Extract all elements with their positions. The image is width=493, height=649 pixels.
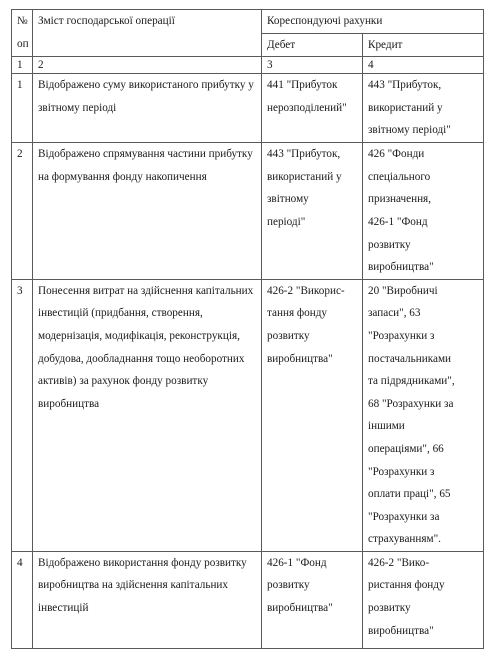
credit-account-line: 426-2 "Вико- [368, 556, 430, 569]
credit-account-line: операціями", 66 [368, 442, 444, 455]
debit-account-line: 426-1 "Фонд [267, 556, 327, 569]
operation-content-text: Відображено використання фонду розвитку виробництва на здійснення капітальних інвестицій [38, 556, 247, 615]
operation-number: 4 [12, 551, 33, 648]
header-debit: Дебет [262, 33, 363, 57]
debit-account-line: тання фонду [267, 307, 328, 320]
operation-content-text: Відображено суму використаного прибутку у звітному періоді [38, 79, 254, 114]
debit-account-line: виробництва" [267, 352, 333, 365]
credit-account-line: іншими [368, 420, 405, 433]
operation-content-text: Відображено спрямування частини прибутку на формування фонду накопичення [38, 148, 253, 183]
credit-account-line: 20 "Виробничі [368, 284, 438, 297]
operation-content [33, 143, 262, 280]
credit-account-line: 443 "Прибуток, [368, 79, 442, 92]
debit-account-line: використаний у [267, 170, 342, 183]
credit-account-line: виробництва" [368, 261, 434, 274]
table-row [12, 143, 484, 280]
credit-account-line: запаси", 63 [368, 307, 421, 320]
debit-account-line: звітному [267, 193, 309, 206]
credit-account-line: призначення, [368, 193, 432, 206]
credit-account [363, 143, 484, 280]
credit-account-line: звітному періоді" [368, 124, 451, 137]
operation-content [33, 279, 262, 551]
credit-account-line: розвитку [368, 238, 411, 251]
credit-account-line: спеціального [368, 170, 431, 183]
operations-table [11, 9, 484, 649]
debit-account-line: нерозподілений" [267, 101, 347, 114]
column-number-cell: 3 [262, 57, 363, 74]
header-row [12, 10, 484, 34]
column-number-cell: 1 [12, 57, 33, 74]
debit-account-line: 443 "Прибуток, [267, 148, 341, 161]
credit-account-line: 426 "Фонди [368, 148, 425, 161]
credit-account-line: оплати праці", 65 [368, 488, 451, 501]
credit-account-line: "Розрахунки з [368, 329, 435, 342]
credit-account-line: 68 "Розрахунки за [368, 397, 454, 410]
credit-account-line: постачальниками [368, 352, 452, 365]
header-accounts: Кореспондуючі рахунки [262, 10, 484, 34]
debit-account [262, 279, 363, 551]
table-row [12, 279, 484, 551]
debit-account-line: 426-2 "Викорис- [267, 284, 345, 297]
header-number-abbr: оп [17, 37, 29, 50]
operation-number: 1 [12, 74, 33, 143]
credit-account-line: та підрядниками", [368, 375, 455, 388]
header-content: Зміст господарської операції [33, 10, 262, 57]
debit-account [262, 74, 363, 143]
credit-account-line: виробництва" [368, 624, 434, 637]
debit-account-line: періоді" [267, 215, 306, 228]
debit-account-line: виробництва" [267, 602, 333, 615]
operation-content [33, 74, 262, 143]
operation-number: 2 [12, 143, 33, 280]
column-number-cell: 4 [363, 57, 484, 74]
debit-account-line: розвитку [267, 329, 310, 342]
header-credit: Кредит [363, 33, 484, 57]
header-number-symbol: № [17, 15, 28, 27]
credit-account-line: "Розрахунки з [368, 465, 435, 478]
credit-account-line: "Розрахунки за [368, 510, 440, 523]
credit-account-line: ристання фонду [368, 579, 445, 592]
credit-account-line: 426-1 "Фонд [368, 215, 428, 228]
column-numbers-row [12, 57, 484, 74]
operation-number: 3 [12, 279, 33, 551]
credit-account [363, 74, 484, 143]
credit-account [363, 279, 484, 551]
table-row [12, 74, 484, 143]
header-number [12, 10, 33, 57]
operation-content-text: Понесення витрат на здійснення капітальних інвестицій (придбання, створення, модернізація, модифікація, реконструкція, добудова, дообладнання тощо необоротних активів) за рахунок фонду розвитку виробництва [38, 284, 254, 410]
credit-account-line: страхуванням". [368, 533, 441, 546]
debit-account [262, 143, 363, 280]
credit-account-line: розвитку [368, 602, 411, 615]
column-number-cell: 2 [33, 57, 262, 74]
debit-account-line: розвитку [267, 579, 310, 592]
credit-account-line: використаний у [368, 101, 443, 114]
debit-account-line: 441 "Прибуток [267, 79, 338, 92]
